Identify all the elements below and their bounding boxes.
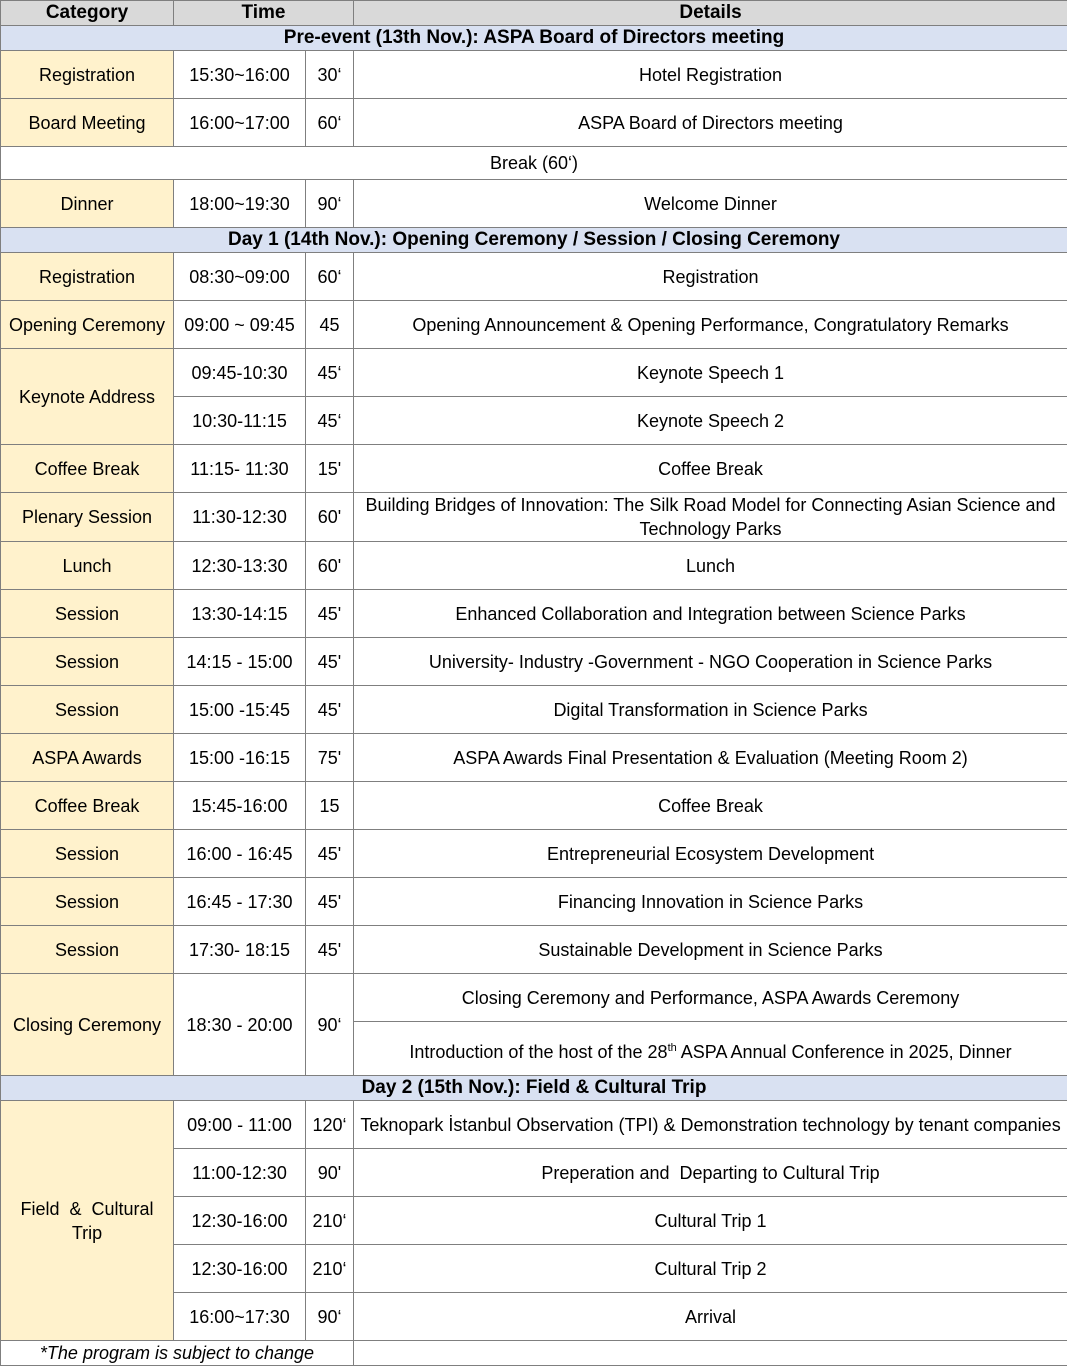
row-category: ASPA Awards	[1, 734, 174, 782]
row-details: Cultural Trip 2	[354, 1245, 1067, 1293]
header-details: Details	[354, 1, 1067, 26]
row-category: Dinner	[1, 180, 174, 228]
row-duration: 45'	[306, 830, 354, 878]
row-category: Session	[1, 926, 174, 974]
row-details: Coffee Break	[354, 782, 1067, 830]
row-details: Preperation and Departing to Cultural Trip	[354, 1149, 1067, 1197]
row-details: Sustainable Development in Science Parks	[354, 926, 1067, 974]
row-time: 16:00~17:30	[174, 1293, 306, 1341]
row-details: Digital Transformation in Science Parks	[354, 686, 1067, 734]
row-details: Coffee Break	[354, 445, 1067, 493]
row-details: Closing Ceremony and Performance, ASPA Awards Ceremony	[354, 974, 1067, 1022]
row-time: 17:30- 18:15	[174, 926, 306, 974]
row-details: Teknopark İstanbul Observation (TPI) & Demonstration technology by tenant companies	[354, 1101, 1067, 1149]
row-duration: 15'	[306, 445, 354, 493]
table-row	[1, 51, 1067, 99]
row-duration: 45'	[306, 590, 354, 638]
section-day-2	[1, 1076, 1067, 1101]
row-time: 16:00~17:00	[174, 99, 306, 147]
row-details: University- Industry -Government - NGO Cooperation in Science Parks	[354, 638, 1067, 686]
row-time: 11:30-12:30	[174, 493, 306, 542]
row-category: Coffee Break	[1, 445, 174, 493]
row-time: 15:45-16:00	[174, 782, 306, 830]
row-duration: 45	[306, 301, 354, 349]
table-row	[1, 686, 1067, 734]
row-time: 16:45 - 17:30	[174, 878, 306, 926]
details-text-post: ASPA Annual Conference in 2025, Dinner	[677, 1042, 1012, 1062]
table-row	[1, 638, 1067, 686]
footnote-empty-cell	[354, 1341, 1067, 1366]
row-duration: 45'	[306, 638, 354, 686]
row-duration: 60'	[306, 542, 354, 590]
section-pre-event	[1, 26, 1067, 51]
row-time: 09:45-10:30	[174, 349, 306, 397]
table-row	[1, 253, 1067, 301]
row-category: Registration	[1, 51, 174, 99]
row-time: 12:30-13:30	[174, 542, 306, 590]
row-details: Lunch	[354, 542, 1067, 590]
row-category: Plenary Session	[1, 493, 174, 542]
section-title: Pre-event (13th Nov.): ASPA Board of Directors meeting	[1, 26, 1067, 51]
row-category: Session	[1, 686, 174, 734]
row-duration: 45'	[306, 926, 354, 974]
row-category: Session	[1, 638, 174, 686]
row-details: ASPA Board of Directors meeting	[354, 99, 1067, 147]
row-details: ASPA Awards Final Presentation & Evaluation (Meeting Room 2)	[354, 734, 1067, 782]
row-details: Keynote Speech 2	[354, 397, 1067, 445]
row-details: Hotel Registration	[354, 51, 1067, 99]
row-duration: 60'	[306, 493, 354, 542]
row-duration: 210‘	[306, 1197, 354, 1245]
break-row	[1, 147, 1067, 180]
table-row	[1, 830, 1067, 878]
row-details: Enhanced Collaboration and Integration between Science Parks	[354, 590, 1067, 638]
row-duration: 45‘	[306, 349, 354, 397]
row-duration: 90‘	[306, 180, 354, 228]
table-row	[1, 445, 1067, 493]
row-details: Keynote Speech 1	[354, 349, 1067, 397]
row-category: Session	[1, 590, 174, 638]
section-title: Day 1 (14th Nov.): Opening Ceremony / Session / Closing Ceremony	[1, 228, 1067, 253]
table-row	[1, 590, 1067, 638]
row-time: 09:00 - 11:00	[174, 1101, 306, 1149]
table-row	[1, 926, 1067, 974]
row-details: Financing Innovation in Science Parks	[354, 878, 1067, 926]
row-duration: 30‘	[306, 51, 354, 99]
table-row	[1, 734, 1067, 782]
row-duration: 75'	[306, 734, 354, 782]
row-time: 11:00-12:30	[174, 1149, 306, 1197]
row-category: Session	[1, 878, 174, 926]
table-row	[1, 1101, 1067, 1149]
row-time: 11:15- 11:30	[174, 445, 306, 493]
row-category: Keynote Address	[1, 349, 174, 445]
row-time: 08:30~09:00	[174, 253, 306, 301]
row-category: Field & Cultural Trip	[1, 1101, 174, 1341]
row-time: 10:30-11:15	[174, 397, 306, 445]
row-category: Session	[1, 830, 174, 878]
break-label: Break (60‘)	[1, 147, 1067, 180]
footnote-row	[1, 1341, 1067, 1366]
table-row	[1, 782, 1067, 830]
table-row	[1, 878, 1067, 926]
row-time: 12:30-16:00	[174, 1245, 306, 1293]
row-time: 18:00~19:30	[174, 180, 306, 228]
row-duration: 90'	[306, 1149, 354, 1197]
row-details: Cultural Trip 1	[354, 1197, 1067, 1245]
row-duration: 60‘	[306, 99, 354, 147]
row-duration: 15	[306, 782, 354, 830]
row-category: Lunch	[1, 542, 174, 590]
row-details: Entrepreneurial Ecosystem Development	[354, 830, 1067, 878]
row-category: Coffee Break	[1, 782, 174, 830]
details-text-pre: Introduction of the host of the 28	[409, 1042, 667, 1062]
row-details	[354, 1022, 1067, 1076]
row-duration: 90‘	[306, 974, 354, 1076]
row-duration: 120‘	[306, 1101, 354, 1149]
row-time: 18:30 - 20:00	[174, 974, 306, 1076]
section-day-1	[1, 228, 1067, 253]
table-row	[1, 493, 1067, 542]
row-duration: 45'	[306, 878, 354, 926]
row-duration: 90‘	[306, 1293, 354, 1341]
row-time: 09:00 ~ 09:45	[174, 301, 306, 349]
row-duration: 210‘	[306, 1245, 354, 1293]
row-time: 15:00 -16:15	[174, 734, 306, 782]
row-details: Welcome Dinner	[354, 180, 1067, 228]
row-category: Registration	[1, 253, 174, 301]
header-time: Time	[174, 1, 354, 26]
row-time: 12:30-16:00	[174, 1197, 306, 1245]
row-details: Arrival	[354, 1293, 1067, 1341]
row-details: Opening Announcement & Opening Performance, Congratulatory Remarks	[354, 301, 1067, 349]
row-details: Registration	[354, 253, 1067, 301]
table-row	[1, 974, 1067, 1022]
header-category: Category	[1, 1, 174, 26]
row-category: Closing Ceremony	[1, 974, 174, 1076]
row-time: 14:15 - 15:00	[174, 638, 306, 686]
row-category: Opening Ceremony	[1, 301, 174, 349]
footnote: *The program is subject to change	[1, 1341, 354, 1366]
row-duration: 45'	[306, 686, 354, 734]
row-duration: 60‘	[306, 253, 354, 301]
header-row	[1, 1, 1067, 26]
row-details: Building Bridges of Innovation: The Silk Road Model for Connecting Asian Science and Technology Parks	[354, 493, 1067, 542]
row-time: 15:30~16:00	[174, 51, 306, 99]
table-row	[1, 349, 1067, 397]
table-row	[1, 180, 1067, 228]
table-row	[1, 99, 1067, 147]
details-superscript: th	[668, 1042, 677, 1054]
row-duration: 45‘	[306, 397, 354, 445]
table-row	[1, 301, 1067, 349]
section-title: Day 2 (15th Nov.): Field & Cultural Trip	[1, 1076, 1067, 1101]
row-time: 15:00 -15:45	[174, 686, 306, 734]
row-category: Board Meeting	[1, 99, 174, 147]
row-time: 13:30-14:15	[174, 590, 306, 638]
row-time: 16:00 - 16:45	[174, 830, 306, 878]
table-row	[1, 542, 1067, 590]
